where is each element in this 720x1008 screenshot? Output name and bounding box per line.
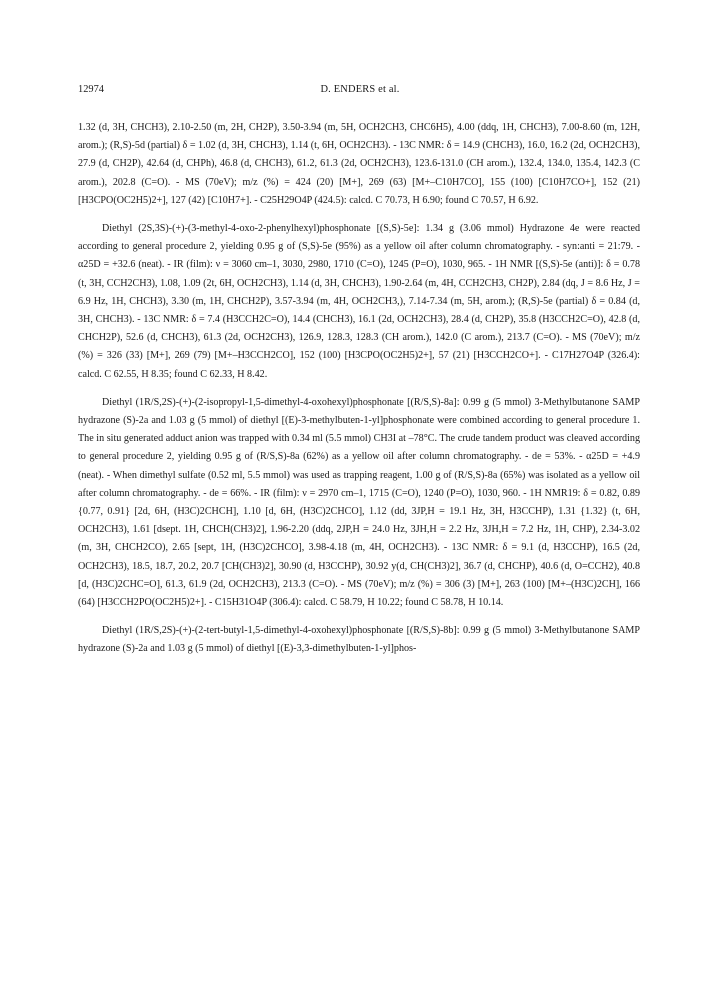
paragraph-compound-8a: Diethyl (1R/S,2S)-(+)-(2-isopropyl-1,5-dimethyl-4-oxohexyl)phosphonate [(R/S,S)-8a]: 0.99 g (5 mmol) 3-Methylbutanone SAMP hydrazone (S)-2a and 1.03 g (5 mmol) of diethyl [(E)-3-methylbuten-1-yl]phosphonate were combined according to general procedure 1. The in situ generated adduct anion was trapped with 0.34 ml (5.5 mmol) CH3I at –78°C. The crude tandem product was cleaved according to general procedure 2, yielding 0.95 g of (R/S,S)-8a (62%) as a yellow oil after column chromatography. - de = 53%. - α25D = +4.9 (neat). - When dimethyl sulfate (0.52 ml, 5.5 mmol) was used as trapping reagent, 1.00 g of (R/S,S)-8a (65%) was isolated as a yellow oil after column chromatography. - de = 66%. - IR (film): ν = 2970 cm–1, 1715 (C=O), 1240 (P=O), 1030, 960. - 1H NMR19: δ = 0.82, 0.89 {0.77, 0.91} [2d, 6H, (H3C)2CHCH], 1.10 [d, 6H, (H3C)2CHCO], 1.12 (dd, 3JP,H = 19.1 Hz, 3H, H3CCHP), 1.31 {1.32} (t, 6H, OCH2CH3), 1.61 [dsept. 1H, CHCH(CH3)2], 1.96-2.20 (ddq, 2JP,H = 24.0 Hz, 3JH,H = 2.2 Hz, 3JH,H = 7.2 Hz, 1H, CHP), 2.34-3.02 (m, 3H, CHCH2CO), 2.65 [sept, 1H, (H3C)2CHCO], 3.98-4.18 (m, 4H, OCH2CH3). - 13C NMR: δ = 9.1 (d, H3CCHP), 16.5 (2d, OCH2CH3), 18.5, 18.7, 20.2, 20.7 [CH(CH3)2], 30.90 (d, H3CCHP), 30.92 y(d, CH(CH3)2], 36.7 (d, CHCHP), 40.6 (d, O=CCH2), 40.8 [d, (H3C)2CHC=O], 61.3, 61.9 (2d, OCH2CH3), 213.3 (C=O). - MS (70eV); m/z (%) = 306 (3) [M+], 263 (100) [M+–(H3C)2CH], 166 (64) [H3CCH2PO(OC2H5)2+]. - C15H31O4P (306.4): calcd. C 58.79, H 10.22; found C 58.78, H 10.14. bbox=[78, 396, 640, 609]
paragraph-compound-5e: Diethyl (2S,3S)-(+)-(3-methyl-4-oxo-2-phenylhexyl)phosphonate [(S,S)-5e]: 1.34 g (3.06 mmol) Hydrazone 4e were reacted according to general procedure 2, yielding 0.95 g of (S,S)-5e (95%) as a yellow oil after column chromatography. - syn:anti = 21:79. - α25D = +32.6 (neat). - IR (film): ν = 3060 cm–1, 3030, 2980, 1710 (C=O), 1245 (P=O), 1030, 965. - 1H NMR [(S,S)-5e (anti)]: δ = 0.78 (t, 3H, CCH2CH3), 1.08, 1.09 (2t, 6H, OCH2CH3), 1.14 (d, 3H, CHCH3), 1.90-2.64 (m, 4H, CCH2CH3, CH2P), 2.84 (dq, J = 8.6 Hz, J = 6.9 Hz, 1H, CHCH3), 3.30 (m, 1H, CHCH2P), 3.57-3.94 (m, 4H, OCH2CH3,), 7.14-7.34 (m, 5H, arom.); (R,S)-5e (partial) δ = 0.84 (d, 3H, CHCH3). - 13C NMR: δ = 7.4 (H3CCH2C=O), 14.4 (CHCH3), 16.1 (2d, OCH2CH3), 28.4 (d, CH2P), 35.8 (H3CCH2C=O), 42.8 (d, CHCH2P), 52.6 (d, CHCH3), 61.3 (2d, OCH2CH3), 126.9, 128.3, 128.3 (CH arom.), 142.0 (C arom.), 213.7 (C=O). - MS (70eV); m/z (%) = 326 (33) [M+], 269 (79) [M+–H3CCH2CO], 152 (100) [H3CPO(OC2H5)2+], 57 (21) [H3CCH2CO+]. - C17H27O4P (326.4): calcd. C 62.55, H 8.35; found C 62.33, H 8.42. bbox=[78, 223, 640, 380]
page-number: 12974 bbox=[78, 84, 104, 95]
body-text bbox=[78, 119, 640, 669]
paragraph-continuation: 1.32 (d, 3H, CHCH3), 2.10-2.50 (m, 2H, CH2P), 3.50-3.94 (m, 5H, OCH2CH3, CHC6H5), 4.00 (ddq, 1H, CHCH3), 7.00-8.60 (m, 12H, arom.); (R,S)-5d (partial) δ = 1.02 (d, 3H, CHCH3), 1.14 (t, 6H, OCH2CH3). - 13C NMR: δ = 14.9 (CHCH3), 16.0, 16.2 (2d, OCH2CH3), 27.9 (d, CH2P), 42.64 (d, CHPh), 46.8 (d, CHCH3), 61.2, 61.3 (2d, OCH2CH3), 123.6-131.0 (CH arom.), 132.4, 134.0, 135.4, 142.3 (C arom.), 202.8 (C=O). - MS (70eV); m/z (%) = 424 (20) [M+], 269 (63) [M+–C10H7CO], 155 (100) [C10H7CO+], 152 (21) [H3CPO(OC2H5)2+], 127 (42) [C10H7+]. - C25H29O4P (424.5): calcd. C 70.73, H 6.90; found C 70.57, H 6.92. bbox=[78, 122, 641, 206]
page-header bbox=[78, 84, 642, 100]
paragraph-compound-8b: Diethyl (1R/S,2S)-(+)-(2-tert-butyl-1,5-dimethyl-4-oxohexyl)phosphonate [(R/S,S)-8b]: 0.99 g (5 mmol) 3-Methylbutanone SAMP hydrazone (S)-2a and 1.03 g (5 mmol) of diethyl [(E)-3,3-dimethylbuten-1-yl]phos- bbox=[78, 625, 640, 655]
running-head: D. ENDERS et al. bbox=[320, 84, 400, 95]
